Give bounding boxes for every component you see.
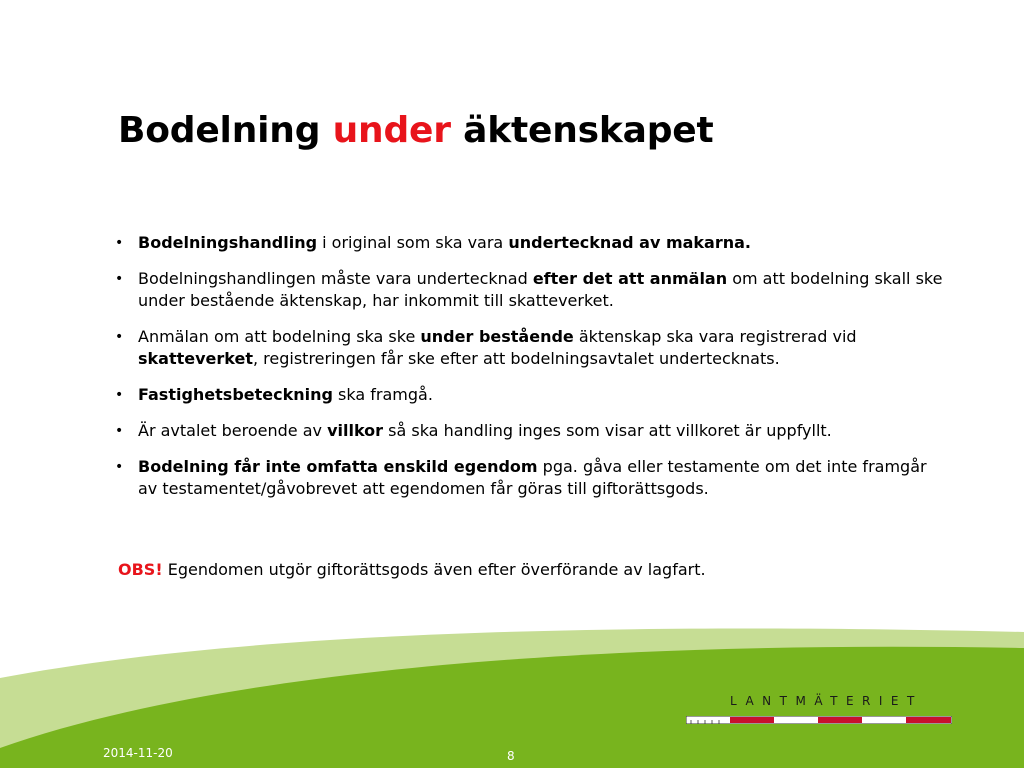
logo-text: LANTMÄTERIET bbox=[730, 694, 923, 708]
bullet-text: , registreringen får ske efter att bodelningsavtalet undertecknats. bbox=[253, 349, 780, 368]
list-item bbox=[115, 326, 945, 370]
bullet-text: i original som ska vara bbox=[317, 233, 509, 252]
bullet-dot-icon: • bbox=[115, 271, 124, 287]
page-title bbox=[118, 108, 714, 154]
bullet-text: Är avtalet beroende av bbox=[138, 421, 328, 440]
bullet-text: Bodelningshandlingen måste vara undertecknad bbox=[138, 269, 533, 288]
list-item bbox=[115, 268, 945, 312]
bullet-bold-text: Bodelningshandling bbox=[138, 233, 318, 252]
bullet-text: så ska handling inges som visar att villkoret är uppfyllt. bbox=[383, 421, 832, 440]
page-number: 8 bbox=[507, 749, 515, 763]
bullet-text: ska framgå. bbox=[332, 385, 433, 404]
obs-label: OBS! bbox=[118, 560, 163, 579]
title-part-3: äktenskapet bbox=[450, 110, 714, 151]
bullet-dot-icon: • bbox=[115, 459, 124, 475]
logo-ruler-icon bbox=[686, 716, 952, 724]
bullet-dot-icon: • bbox=[115, 235, 124, 251]
bullet-bold-text: undertecknad av makarna. bbox=[508, 233, 751, 252]
title-part-1: Bodelning bbox=[118, 110, 333, 151]
bullet-text: Anmälan om att bodelning ska ske bbox=[138, 327, 421, 346]
obs-note bbox=[118, 559, 706, 581]
green-wave-background bbox=[0, 600, 1024, 768]
bullet-bold-text: Fastighetsbeteckning bbox=[138, 385, 333, 404]
bullet-bold-text: efter det att anmälan bbox=[532, 269, 728, 288]
list-item bbox=[115, 384, 945, 406]
lantmateriet-logo bbox=[686, 694, 952, 728]
bullet-list bbox=[115, 232, 945, 514]
footer-date: 2014-11-20 bbox=[103, 746, 173, 760]
bullet-bold-text: skatteverket bbox=[138, 349, 253, 368]
list-item bbox=[115, 456, 945, 500]
title-part-red: under bbox=[332, 110, 451, 151]
list-item bbox=[115, 232, 945, 254]
bullet-dot-icon: • bbox=[115, 387, 124, 403]
bullet-text: pga. gåva eller testamente om det inte framgår av testamentet/gåvobrevet att egendomen får göras till giftorättsgods. bbox=[138, 457, 927, 498]
bullet-bold-text: Bodelning får inte omfatta enskild egendom bbox=[138, 457, 538, 476]
list-item bbox=[115, 420, 945, 442]
bullet-dot-icon: • bbox=[115, 423, 124, 439]
obs-text: Egendomen utgör giftorättsgods även efter överförande av lagfart. bbox=[162, 560, 706, 579]
bullet-text: om att bodelning skall ske under bestående äktenskap, har inkommit till skatteverket. bbox=[138, 269, 943, 310]
bullet-bold-text: villkor bbox=[327, 421, 384, 440]
bullet-bold-text: under bestående bbox=[420, 327, 574, 346]
bullet-dot-icon: • bbox=[115, 329, 124, 345]
bullet-text: äktenskap ska vara registrerad vid bbox=[573, 327, 857, 346]
